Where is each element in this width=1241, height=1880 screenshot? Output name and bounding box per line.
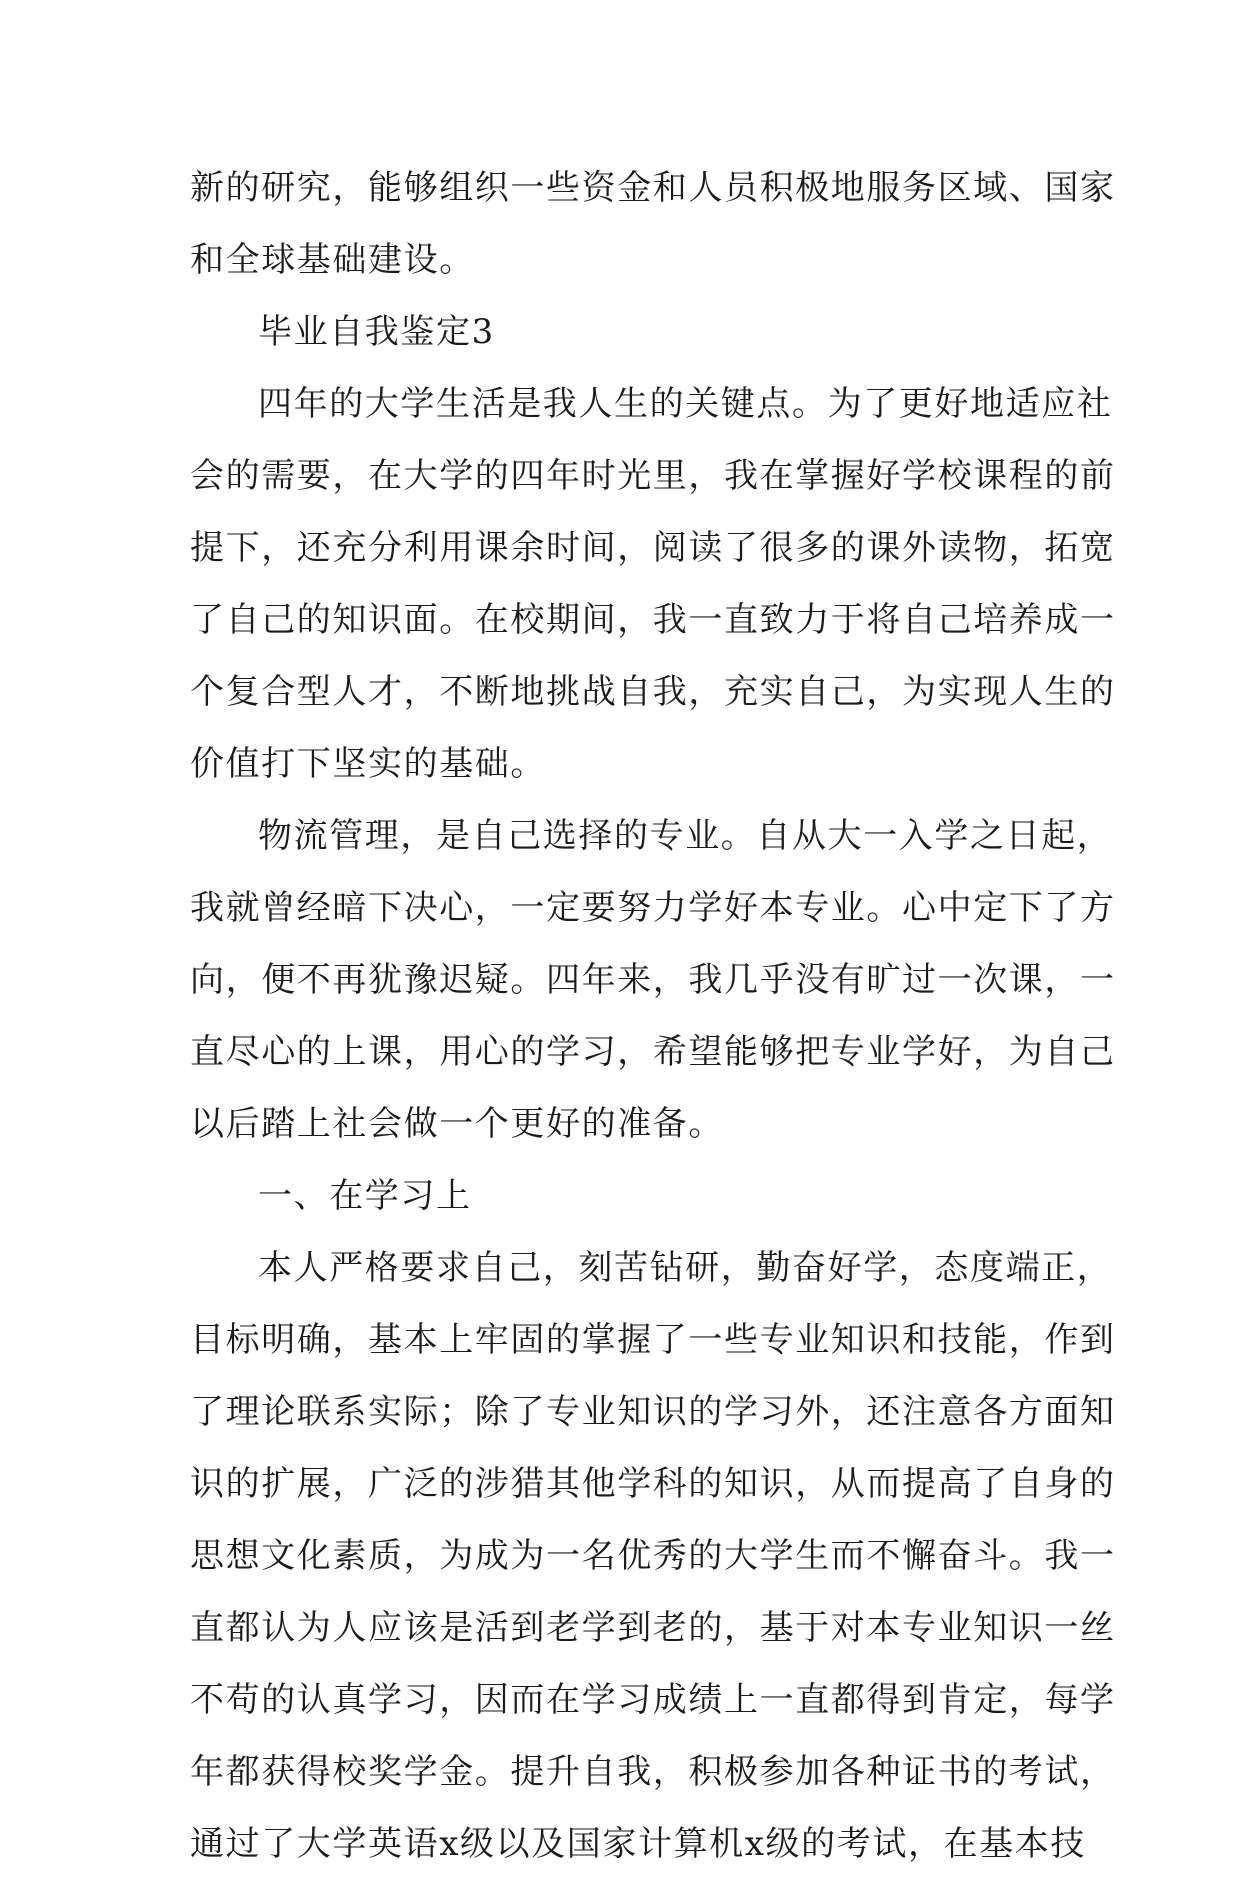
subsection-heading: 一、在学习上: [258, 1176, 472, 1216]
text-line: 不苟的认真学习，因而在学习成绩上一直都得到肯定，每学: [190, 1680, 1116, 1720]
text-line: 了理论联系实际；除了专业知识的学习外，还注意各方面知: [190, 1392, 1116, 1432]
text-line: 了自己的知识面。在校期间，我一直致力于将自己培养成一: [190, 600, 1116, 640]
text-line: 向，便不再犹豫迟疑。四年来，我几乎没有旷过一次课，一: [190, 960, 1116, 1000]
text-line: 直都认为人应该是活到老学到老的，基于对本专业知识一丝: [190, 1608, 1116, 1648]
text-line: 通过了大学英语x级以及国家计算机x级的考试，在基本技: [190, 1824, 1086, 1864]
text-line: 个复合型人才，不断地挑战自我，充实自己，为实现人生的: [190, 672, 1116, 712]
text-line: 提下，还充分利用课余时间，阅读了很多的课外读物，拓宽: [190, 528, 1116, 568]
section-heading: 毕业自我鉴定3: [258, 312, 495, 352]
document-body: [190, 152, 1116, 1880]
text-line: 思想文化素质，为成为一名优秀的大学生而不懈奋斗。我一: [190, 1536, 1116, 1576]
paragraph-start: 四年的大学生活是我人生的关键点。为了更好地适应社: [258, 384, 1113, 424]
text-line: 年都获得校奖学金。提升自我，积极参加各种证书的考试，: [190, 1752, 1116, 1792]
text-line: 直尽心的上课，用心的学习，希望能够把专业学好，为自己: [190, 1032, 1116, 1072]
text-line: 价值打下坚实的基础。: [190, 744, 546, 784]
text-line: 识的扩展，广泛的涉猎其他学科的知识，从而提高了自身的: [190, 1464, 1116, 1504]
paragraph-start: 本人严格要求自己，刻苦钻研，勤奋好学，态度端正，: [258, 1248, 1113, 1288]
text-line: 我就曾经暗下决心，一定要努力学好本专业。心中定下了方: [190, 888, 1116, 928]
text-line: 以后踏上社会做一个更好的准备。: [190, 1104, 724, 1144]
text-line: 和全球基础建设。: [190, 240, 475, 280]
text-line: 会的需要，在大学的四年时光里，我在掌握好学校课程的前: [190, 456, 1116, 496]
text-line: 新的研究，能够组织一些资金和人员积极地服务区域、国家: [190, 168, 1116, 208]
paragraph-start: 物流管理，是自己选择的专业。自从大一入学之日起，: [258, 816, 1113, 856]
text-line: 目标明确，基本上牢固的掌握了一些专业知识和技能，作到: [190, 1320, 1116, 1360]
